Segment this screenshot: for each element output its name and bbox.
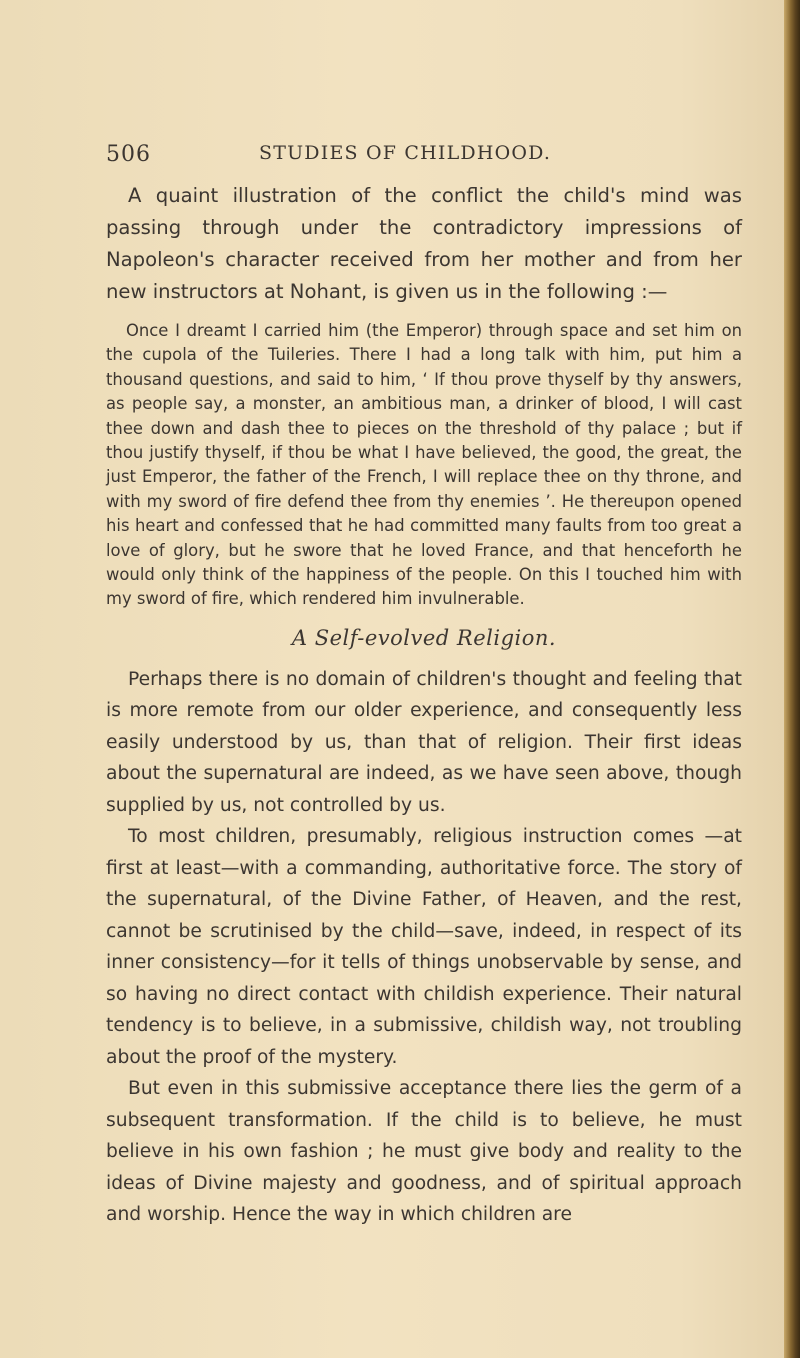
body-paragraph-2: To most children, presumably, religious instruction comes —at first at least—with a commanding, authoritative force. The story of the supernatural, of the Divine Father, of Heaven, and the rest, cannot be scrutinised by the child—save, indeed, in respect of its inner consistency—for it tells of things unobservable by sense, and so having no direct contact with childish experience. Their natural tendency is to believe, in a submissive, childish way, not troubling about the proof of the mystery. [106,826,742,1068]
section-heading: A Self-evolved Religion. [291,625,557,650]
text-block [106,180,742,1231]
running-head [106,142,746,172]
quotation-block: Once I dreamt I carried him (the Emperor) through space and set him on the cupola of the Tuileries. There I had a long talk with him, put him a thousand questions, and said to him, ‘ If thou prove thyself by thy answers, as people say, a monster, an ambitious man, a drinker of blood, I will cast thee down and dash thee to pieces on the threshold of thy palace ; but if thou justify thyself, if thou be what I have believed, the good, the great, the just Emperor, the father of the French, I will replace thee on thy throne, and with my sword of fire defend thee from thy enemies ’. He thereupon opened his heart and confessed that he had committed many faults from too great a love of glory, but he swore that he loved France, and that henceforth he would only think of the happiness of the people. On this I touched him with my sword of fire, which rendered him invulnerable. [106,321,742,609]
page-number: 506 [106,142,151,167]
page-edge-shadow [784,0,800,1358]
body-paragraph-3: But even in this submissive acceptance there lies the germ of a subsequent transformation. If the child is to believe, he must believe in his own fashion ; he must give body and reality to the ideas of Divine majesty and goodness, and of spiritual approach and worship. Hence the way in which children are [106,1078,742,1226]
intro-paragraph: A quaint illustration of the conflict the child's mind was passing through under the contradictory impressions of Napoleon's character received from her mother and from her new instructors at Nohant, is given us in the following :— [106,184,742,303]
body-paragraph-1: Perhaps there is no domain of children's thought and feeling that is more remote from our older experience, and consequently less easily understood by us, than that of religion. Their first ideas about the supernatural are indeed, as we have seen above, though supplied by us, not controlled by us. [106,668,742,816]
running-title: STUDIES OF CHILDHOOD. [259,142,552,164]
